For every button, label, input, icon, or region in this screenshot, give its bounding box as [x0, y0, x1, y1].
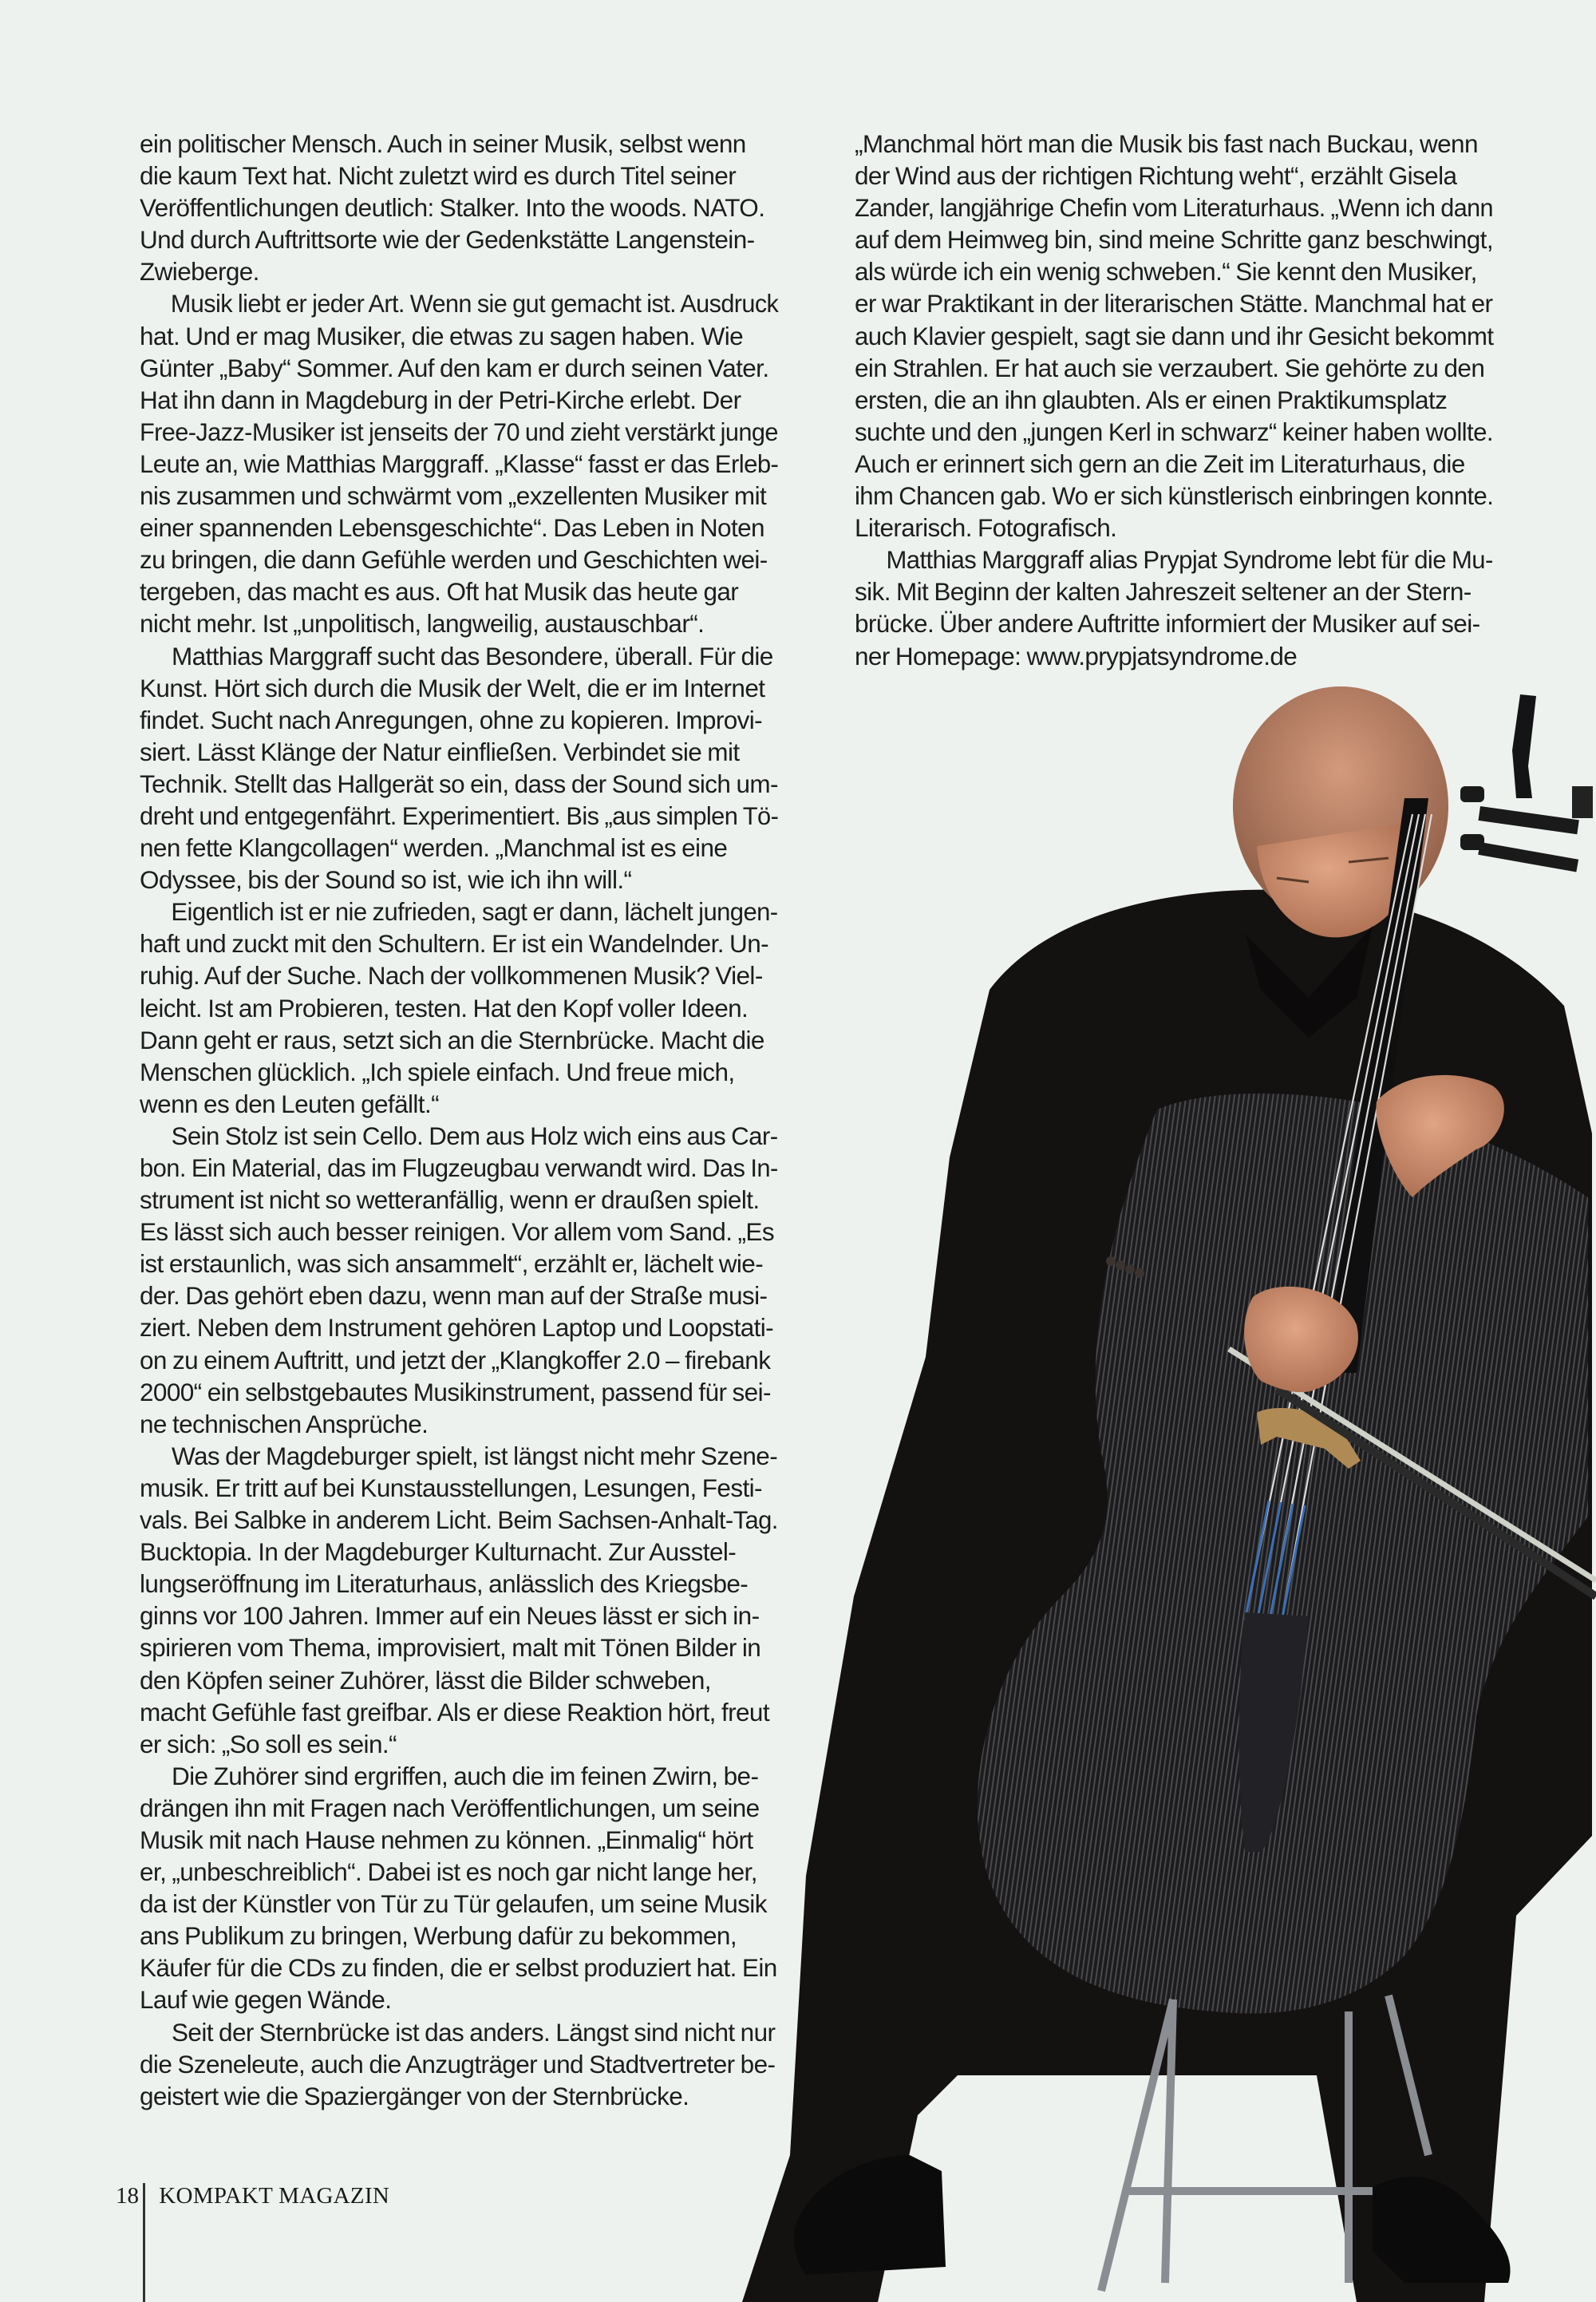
- text-line: musik. Er tritt auf bei Kunstausstellungen, Lesungen, Festi-: [140, 1473, 762, 1502]
- text-line: Auch er erinnert sich gern an die Zeit im Literaturhaus, die: [855, 449, 1465, 478]
- text-line: ziert. Neben dem Instrument gehören Laptop und Loopstati-: [140, 1313, 774, 1343]
- text-line: siert. Lässt Klänge der Natur einfließen. Verbindet sie mit: [140, 737, 740, 766]
- text-line: da ist der Künstler von Tür zu Tür gelaufen, um seine Musik: [140, 1889, 767, 1919]
- text-line: vals. Bei Salbke in anderem Licht. Beim Sachsen-Anhalt-Tag.: [140, 1505, 778, 1535]
- text-line: spirieren vom Thema, improvisiert, malt mit Tönen Bilder in: [140, 1633, 761, 1663]
- text-line: Musik liebt er jeder Art. Wenn sie gut gemacht ist. Ausdruck: [170, 289, 779, 318]
- publication-name: KOMPAKT MAGAZIN: [159, 2183, 390, 2209]
- text-line: haft und zuckt mit den Schultern. Er ist ein Wandelnder. Un-: [140, 929, 768, 959]
- text-line: die kaum Text hat. Nicht zuletzt wird es durch Titel seiner: [140, 161, 737, 191]
- text-line: Matthias Marggraff sucht das Besondere, überall. Für die: [172, 641, 773, 670]
- text-line: Was der Magdeburger spielt, ist längst nicht mehr Szene-: [172, 1441, 778, 1470]
- text-line: drängen ihn mit Fragen nach Veröffentlichungen, um seine: [140, 1793, 760, 1822]
- text-line: Leute an, wie Matthias Marggraff. „Klasse“ fasst er das Erleb-: [140, 449, 779, 478]
- text-line: Günter „Baby“ Sommer. Auf den kam er durch seinen Vater.: [140, 353, 769, 382]
- text-line: brücke. Über andere Auftritte informiert der Musiker auf sei-: [855, 609, 1480, 639]
- text-line: Technik. Stellt das Hallgerät so ein, dass der Sound sich um-: [140, 769, 778, 798]
- text-line: leicht. Ist am Probieren, testen. Hat den Kopf voller Ideen.: [140, 993, 749, 1022]
- text-line: Musik mit nach Hause nehmen zu können. „Einmalig“ hört: [140, 1825, 753, 1854]
- cellist-photo: [670, 686, 1596, 2302]
- text-line: Dann geht er raus, setzt sich an die Sternbrücke. Macht die: [140, 1025, 764, 1054]
- text-line: als würde ich ein wenig schweben.“ Sie kennt den Musiker,: [855, 257, 1477, 287]
- text-line: Odyssee, bis der Sound so ist, wie ich ihn will.“: [140, 865, 632, 895]
- cello-scroll-icon: [1460, 694, 1593, 872]
- text-line: die Szeneleute, auch die Anzugträger und Stadtvertreter be-: [140, 2049, 776, 2079]
- text-line: Seit der Sternbrücke ist das anders. Längst sind nicht nur: [172, 2017, 776, 2047]
- text-line: Kunst. Hört sich durch die Musik der Welt, die er im Internet: [140, 673, 765, 702]
- text-line: der. Das gehört eben dazu, wenn man auf der Straße musi-: [140, 1281, 768, 1311]
- text-line: nicht mehr. Ist „unpolitisch, langweilig, austauschbar“.: [140, 609, 705, 639]
- page-footer: [116, 2183, 389, 2209]
- text-line: macht Gefühle fast greifbar. Als er diese Reaktion hört, freut: [140, 1697, 769, 1726]
- text-line: ein Strahlen. Er hat auch sie verzaubert. Sie gehörte zu den: [855, 353, 1485, 382]
- text-line: ginns vor 100 Jahren. Immer auf ein Neues lässt er sich in-: [140, 1601, 760, 1631]
- text-line: Sein Stolz ist sein Cello. Dem aus Holz wich eins aus Car-: [171, 1121, 778, 1150]
- text-line: Eigentlich ist er nie zufrieden, sagt er dann, lächelt jungen-: [171, 897, 778, 927]
- text-line: Zander, langjährige Chefin vom Literaturhaus. „Wenn ich dann: [855, 193, 1493, 223]
- text-line: ne technischen Ansprüche.: [140, 1409, 429, 1438]
- text-line: Käufer für die CDs zu finden, die er selbst produziert hat. Ein: [140, 1953, 777, 1983]
- text-line: Es lässt sich auch besser reinigen. Vor allem vom Sand. „Es: [140, 1217, 774, 1247]
- text-line: ist erstaunlich, was sich ansammelt“, erzählt er, lächelt wie-: [140, 1249, 764, 1279]
- text-line: ner Homepage: www.prypjatsyndrome.de: [855, 641, 1298, 670]
- text-line: ihm Chancen gab. Wo er sich künstlerisch einbringen konnte.: [855, 481, 1494, 511]
- text-line: 2000“ ein selbstgebautes Musikinstrument, passend für sei-: [140, 1377, 771, 1406]
- text-line: er, „unbeschreiblich“. Dabei ist es noch gar nicht lange her,: [140, 1857, 757, 1887]
- text-line: nis zusammen und schwärmt vom „exzellenten Musiker mit: [140, 481, 767, 511]
- text-line: einer spannenden Lebensgeschichte“. Das Leben in Noten: [140, 513, 764, 543]
- text-line: zu bringen, die dann Gefühle werden und Geschichten wei-: [140, 545, 768, 575]
- text-line: Veröffentlichungen deutlich: Stalker. Into the woods. NATO.: [140, 193, 765, 223]
- text-line: suchte und den „jungen Kerl in schwarz“ keiner haben wollte.: [855, 417, 1493, 446]
- text-line: der Wind aus der richtigen Richtung weht“, erzählt Gisela: [855, 161, 1457, 191]
- text-line: hat. Und er mag Musiker, die etwas zu sagen haben. Wie: [140, 321, 744, 350]
- text-line: strument ist nicht so wetteranfällig, wenn er draußen spielt.: [140, 1185, 760, 1215]
- text-line: Und durch Auftrittsorte wie der Gedenkstätte Langenstein-: [140, 225, 755, 255]
- text-line: bon. Ein Material, das im Flugzeugbau verwandt wird. Das In-: [140, 1153, 778, 1182]
- text-line: ans Publikum zu bringen, Werbung dafür zu bekommen,: [140, 1921, 737, 1951]
- text-line: Menschen glücklich. „Ich spiele einfach. Und freue mich,: [140, 1057, 735, 1086]
- text-line: Die Zuhörer sind ergriffen, auch die im feinen Zwirn, be-: [172, 1761, 759, 1790]
- text-line: tergeben, das macht es aus. Oft hat Musik das heute gar: [140, 577, 739, 607]
- text-line: geistert wie die Spaziergänger von der Sternbrücke.: [140, 2081, 689, 2110]
- text-line: ruhig. Auf der Suche. Nach der vollkommenen Musik? Viel-: [140, 961, 763, 991]
- article-column-right: [855, 128, 1493, 672]
- text-line: on zu einem Auftritt, und jetzt der „Klangkoffer 2.0 – firebank: [140, 1345, 771, 1374]
- text-line: Lauf wie gegen Wände.: [140, 1985, 392, 2015]
- text-line: „Manchmal hört man die Musik bis fast nach Buckau, wenn: [855, 129, 1478, 158]
- text-line: er war Praktikant in der literarischen Stätte. Manchmal hat er: [855, 289, 1493, 318]
- text-line: ein politischer Mensch. Auch in seiner Musik, selbst wenn: [140, 129, 746, 158]
- text-line: den Köpfen seiner Zuhörer, lässt die Bilder schweben,: [140, 1665, 711, 1695]
- text-line: Hat ihn dann in Magdeburg in der Petri-Kirche erlebt. Der: [140, 385, 741, 414]
- text-line: sik. Mit Beginn der kalten Jahreszeit seltener an der Stern-: [855, 577, 1472, 607]
- text-line: Bucktopia. In der Magdeburger Kulturnacht. Zur Ausstel-: [140, 1537, 737, 1567]
- text-line: Zwieberge.: [140, 257, 259, 287]
- footer-divider: [143, 2183, 145, 2302]
- text-line: nen fette Klangcollagen“ werden. „Manchmal ist es eine: [140, 833, 728, 863]
- text-line: Free-Jazz-Musiker ist jenseits der 70 und zieht verstärkt junge: [140, 417, 778, 446]
- text-line: Literarisch. Fotografisch.: [855, 513, 1117, 543]
- text-line: wenn es den Leuten gefällt.“: [140, 1089, 439, 1118]
- text-line: auf dem Heimweg bin, sind meine Schritte ganz beschwingt,: [855, 225, 1493, 255]
- text-line: auch Klavier gespielt, sagt sie dann und ihr Gesicht bekommt: [855, 321, 1494, 350]
- text-line: lungseröffnung im Literaturhaus, anlässlich des Kriegsbe-: [140, 1569, 749, 1599]
- page-number: 18: [116, 2183, 139, 2209]
- text-line: er sich: „So soll es sein.“: [140, 1729, 397, 1758]
- text-line: Matthias Marggraff alias Prypjat Syndrome lebt für die Mu-: [886, 545, 1493, 575]
- text-line: ersten, die an ihn glaubten. Als er einen Praktikumsplatz: [855, 385, 1448, 414]
- text-line: findet. Sucht nach Anregungen, ohne zu kopieren. Improvi-: [140, 705, 763, 734]
- text-line: dreht und entgegenfährt. Experimentiert. Bis „aus simplen Tö-: [140, 801, 779, 830]
